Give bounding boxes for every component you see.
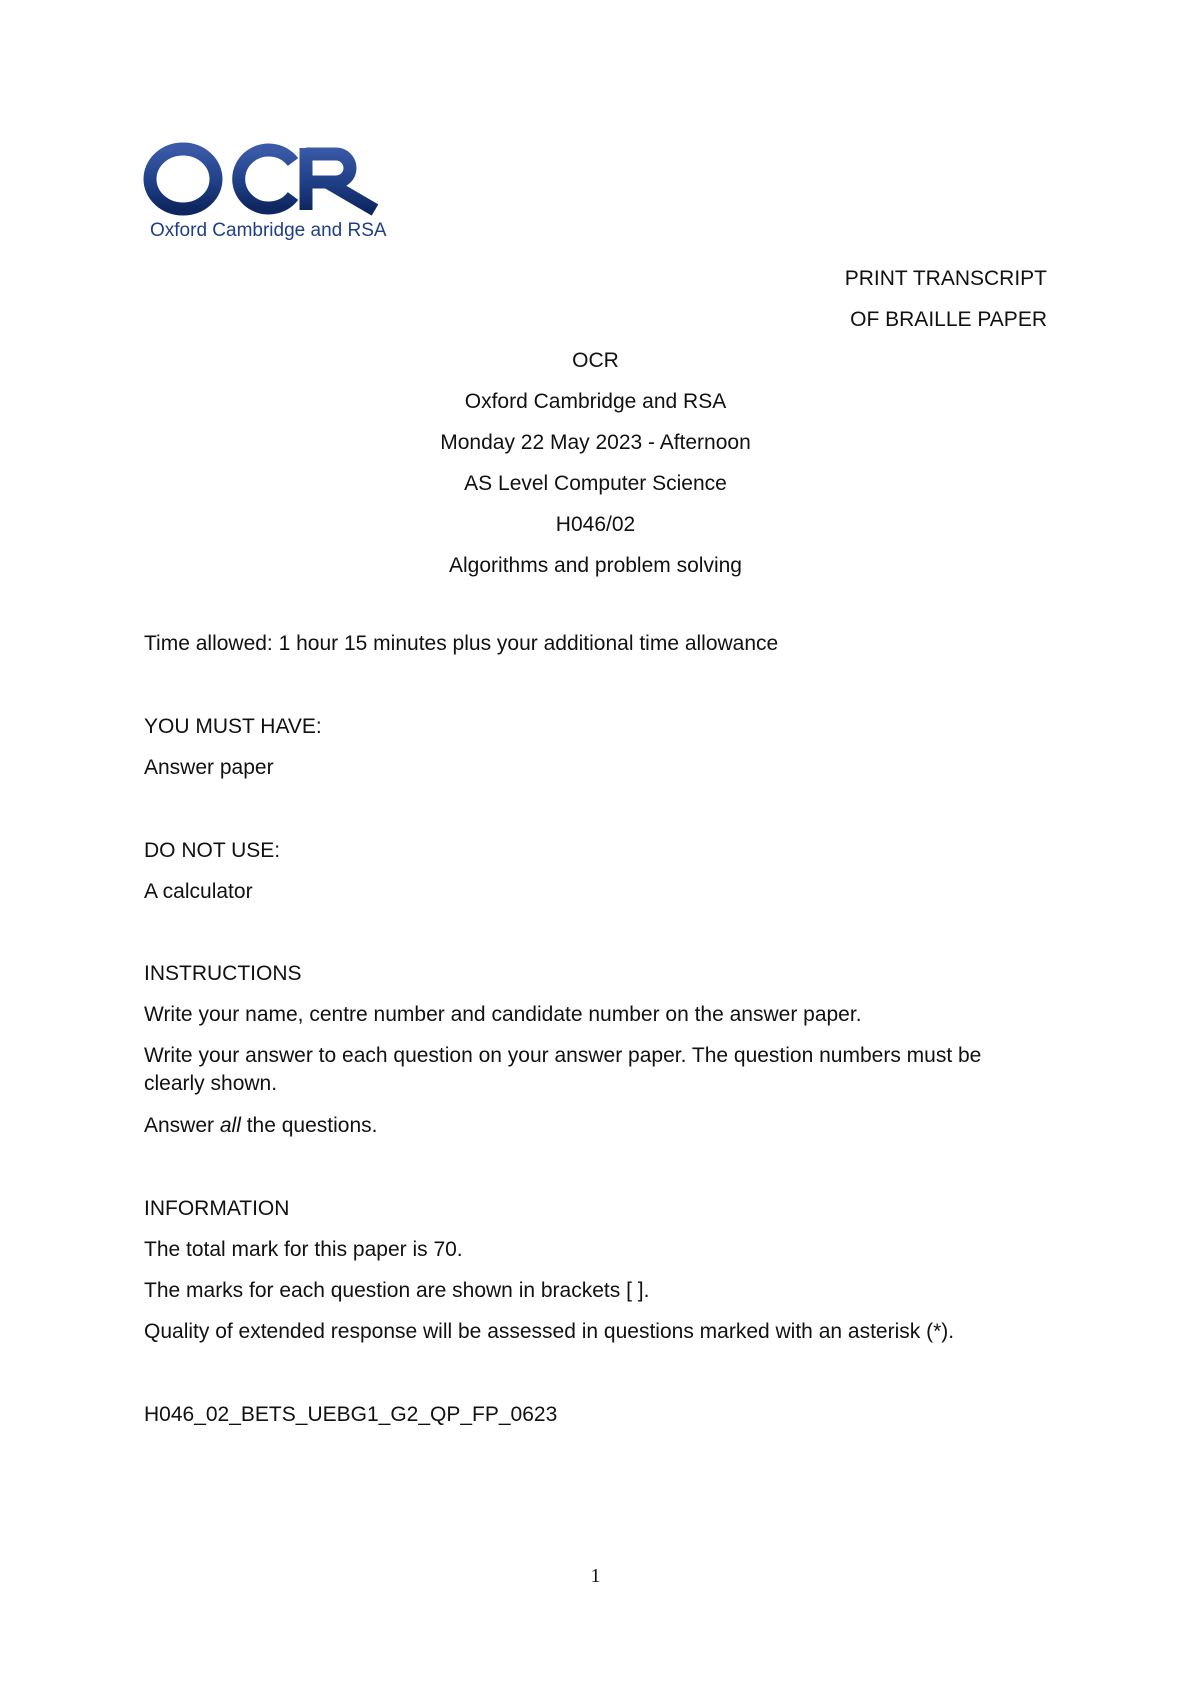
instruction-line-2: Write your answer to each question on your answer paper. The question numbers must be clearly shown. [144, 1044, 982, 1095]
must-have-heading: YOU MUST HAVE: [144, 715, 322, 738]
exam-board-full-name: Oxford Cambridge and RSA [464, 390, 727, 413]
instruction-line-1: Write your name, centre number and candidate number on the answer paper. [144, 1003, 862, 1026]
information-line-3: Quality of extended response will be assessed in questions marked with an asterisk (*). [144, 1320, 955, 1343]
exam-date: Monday 22 May 2023 - Afternoon [440, 431, 751, 454]
do-not-use-heading: DO NOT USE: [144, 839, 281, 862]
instructions-heading: INSTRUCTIONS [144, 962, 302, 985]
logo-tagline: Oxford Cambridge and RSA [150, 220, 387, 241]
exam-board: OCR [572, 349, 619, 372]
do-not-use-item: A calculator [144, 880, 253, 903]
paper-header [0, 340, 1191, 586]
information-line-2: The marks for each question are shown in brackets [ ]. [144, 1279, 650, 1302]
page-number: 1 [590, 1565, 601, 1587]
instruction-line-3-prefix: Answer [144, 1114, 220, 1137]
document-code: H046_02_BETS_UEBG1_G2_QP_FP_0623 [144, 1403, 558, 1426]
instruction-line-3-emphasis: all [219, 1114, 241, 1137]
paper-title: Algorithms and problem solving [449, 554, 742, 577]
qualification: AS Level Computer Science [464, 472, 727, 495]
ocr-wordmark-icon [143, 140, 383, 218]
paper-code: H046/02 [555, 513, 636, 536]
information-heading: INFORMATION [144, 1197, 290, 1220]
transcript-line-1: PRINT TRANSCRIPT [844, 267, 1047, 290]
must-have-item: Answer paper [144, 756, 274, 779]
information-line-1: The total mark for this paper is 70. [144, 1238, 463, 1261]
transcript-line-2: OF BRAILLE PAPER [850, 308, 1047, 331]
instruction-line-3-suffix: the questions. [240, 1114, 378, 1137]
ocr-logo [143, 140, 387, 244]
instruction-line-3 [144, 1112, 377, 1140]
time-allowed: Time allowed: 1 hour 15 minutes plus your additional time allowance [144, 632, 779, 655]
print-transcript-label [845, 258, 1047, 340]
